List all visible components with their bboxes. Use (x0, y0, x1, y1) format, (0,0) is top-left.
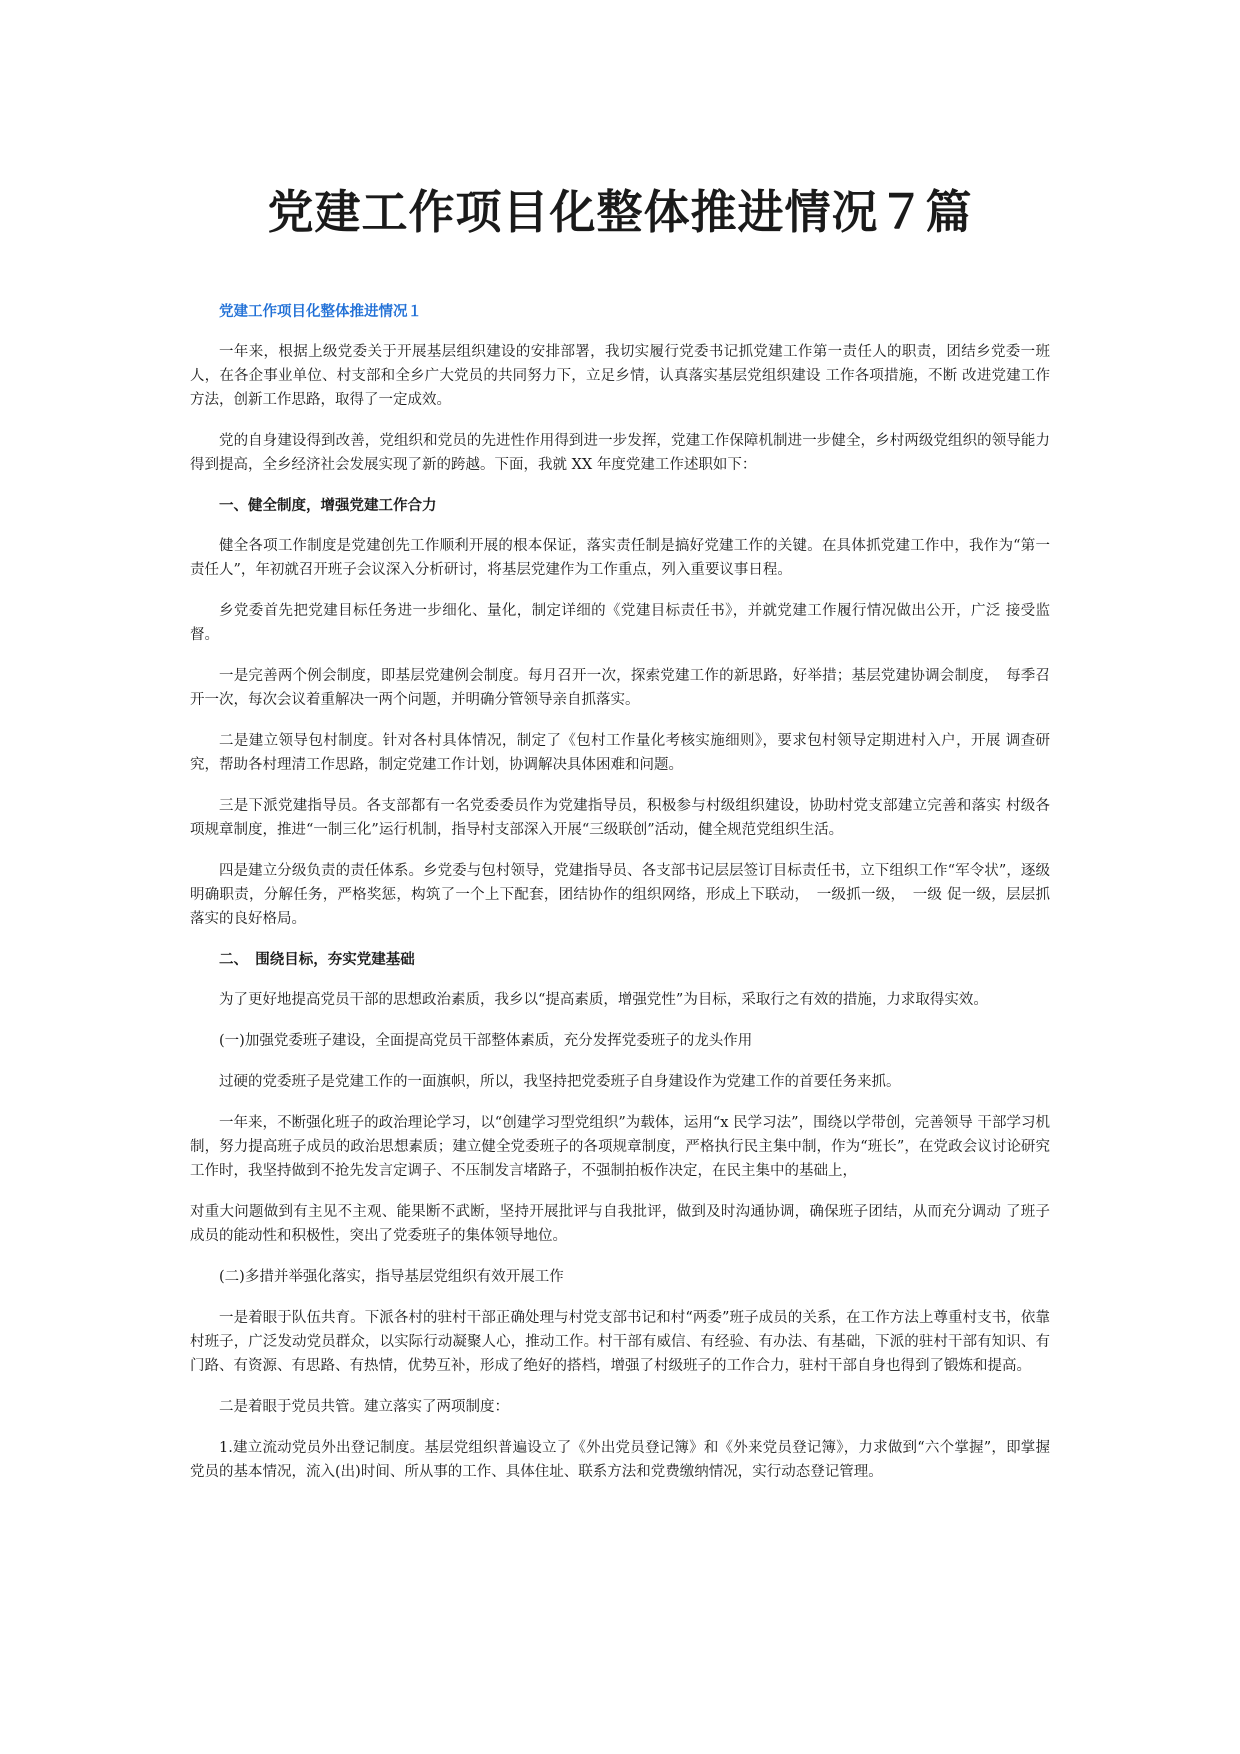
part2-sub2-paragraph-2: 二是着眼于党员共管。建立落实了两项制度： (219, 1399, 509, 1415)
part1-paragraph-4: 二是建立领导包村制度。针对各村具体情况，制定了《包村工作量化考核实施细则》，要求包村领导定期进村入户，开展 调查研究，帮助各村理清工作思路，制定党建工作计划，协调解决具体困难和问题。 (190, 733, 1050, 773)
part2-sub1-paragraph-3: 对重大问题做到有主见不主观、能果断不武断，坚持开展批评与自我批评，做到及时沟通协调，确保班子团结，从而充分调动 了班子成员的能动性和积极性，突出了党委班子的集体领导地位。 (190, 1204, 1050, 1244)
part2-sub1-paragraph-1: 过硬的党委班子是党建工作的一面旗帜，所以，我坚持把党委班子自身建设作为党建工作的首要任务来抓。 (219, 1074, 901, 1090)
section-heading: 党建工作项目化整体推进情况１ (219, 304, 422, 320)
part2-subheading-2: (二)多措并举强化落实，指导基层党组织有效开展工作 (219, 1269, 564, 1285)
document-body (190, 300, 1050, 1501)
part2-heading: 二、 围绕目标，夯实党建基础 (219, 952, 415, 968)
part1-paragraph-5: 三是下派党建指导员。各支部都有一名党委委员作为党建指导员，积极参与村级组织建设，协助村党支部建立完善和落实 村级各项规章制度，推进“一制三化”运行机制，指导村支部深入开展“三级联创”活动，健全规范党组织生活。 (190, 798, 1050, 838)
document-title: 党建工作项目化整体推进情况７篇 (267, 185, 973, 239)
part2-subheading-1: (一)加强党委班子建设，全面提高党员干部整体素质，充分发挥党委班子的龙头作用 (219, 1033, 753, 1049)
part2-sub2-paragraph-3: 1.建立流动党员外出登记制度。基层党组织普遍设立了《外出党员登记簿》和《外来党员登记簿》，力求做到“六个掌握”，即掌握党员的基本情况，流入(出)时间、所从事的工作、具体住址、联系方法和党费缴纳情况，实行动态登记管理。 (190, 1440, 1050, 1480)
part1-paragraph-1: 健全各项工作制度是党建创先工作顺利开展的根本保证，落实责任制是搞好党建工作的关键。在具体抓党建工作中，我作为“第一责任人”，年初就召开班子会议深入分析研讨，将基层党建作为工作重点，列入重要议事日程。 (190, 538, 1050, 578)
intro-paragraph-1: 一年来，根据上级党委关于开展基层组织建设的安排部署，我切实履行党委书记抓党建工作第一责任人的职责，团结乡党委一班人，在各企事业单位、村支部和全乡广大党员的共同努力下，立足乡情，认真落实基层党组织建设 工作各项措施，不断 改进党建工作方法，创新工作思路，取得了一定成效。 (190, 344, 1050, 408)
part1-paragraph-3: 一是完善两个例会制度，即基层党建例会制度。每月召开一次，探索党建工作的新思路，好举措；基层党建协调会制度， 每季召开一次，每次会议着重解决一两个问题，并明确分管领导亲自抓落实。 (190, 668, 1050, 708)
part1-heading: 一、健全制度，增强党建工作合力 (219, 498, 437, 514)
part2-intro: 为了更好地提高党员干部的思想政治素质，我乡以“提高素质，增强党性”为目标，采取行之有效的措施，力求取得实效。 (219, 992, 988, 1008)
part1-paragraph-2: 乡党委首先把党建目标任务进一步细化、量化，制定详细的《党建目标责任书》，并就党建工作履行情况做出公开，广泛 接受监督。 (190, 603, 1050, 643)
part2-sub1-paragraph-2: 一年来，不断强化班子的政治理论学习，以“创建学习型党组织”为载体，运用“x 民学习法”，围绕以学带创，完善领导 干部学习机制，努力提高班子成员的政治思想素质；建立健全党委班子的各项规章制度，严格执行民主集中制，作为“班长”，在党政会议讨论研究工作时，我坚持做到不抢先发言定调子、不压制发言堵路子，不强制拍板作决定，在民主集中的基础上， (190, 1115, 1050, 1179)
intro-paragraph-2: 党的自身建设得到改善，党组织和党员的先进性作用得到进一步发挥，党建工作保障机制进一步健全，乡村两级党组织的领导能力得到提高，全乡经济社会发展实现了新的跨越。下面，我就 XX 年度党建工作述职如下： (190, 433, 1050, 473)
part1-paragraph-6: 四是建立分级负责的责任体系。乡党委与包村领导，党建指导员、各支部书记层层签订目标责任书，立下组织工作“军令状”，逐级明确职责，分解任务，严格奖惩，构筑了一个上下配套，团结协作的组织网络，形成上下联动， 一级抓一级， 一级 促一级，层层抓落实的良好格局。 (190, 863, 1050, 927)
part2-sub2-paragraph-1: 一是着眼于队伍共育。下派各村的驻村干部正确处理与村党支部书记和村“两委”班子成员的关系，在工作方法上尊重村支书，依靠村班子，广泛发动党员群众，以实际行动凝聚人心，推动工作。村干部有威信、有经验、有办法、有基础，下派的驻村干部有知识、有门路、有资源、有思路、有热情，优势互补，形成了绝好的搭档，增强了村级班子的工作合力，驻村干部自身也得到了锻炼和提高。 (190, 1310, 1050, 1374)
